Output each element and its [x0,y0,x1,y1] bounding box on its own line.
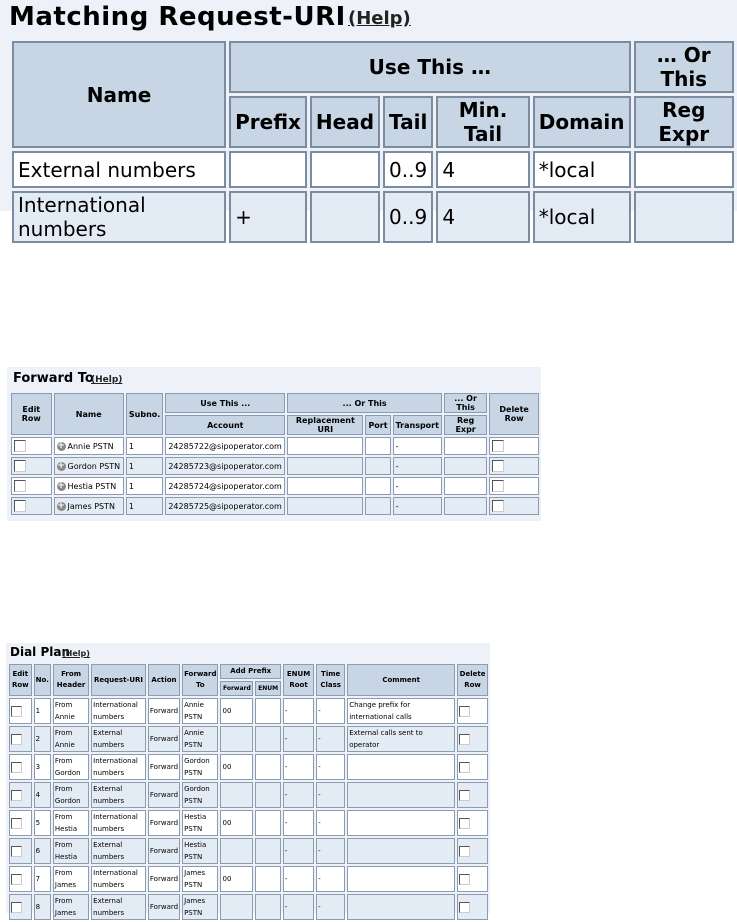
forward-prefix-field[interactable] [220,782,253,808]
action-select[interactable]: Forward [148,838,180,864]
forward-prefix-field[interactable]: 00 [220,866,253,892]
no-field[interactable]: 5 [34,810,51,836]
table-row [9,782,488,808]
col-reg-expr-header: Reg Expr [444,415,487,435]
enum-root-select[interactable]: - [283,838,314,864]
prefix-field[interactable] [229,151,307,188]
name-field[interactable]: External numbers [12,151,226,188]
col-time-class-header: Time Class [316,664,345,696]
delete-row-cell [489,477,539,495]
expand-icon[interactable]: + [57,480,65,491]
col-tail-header: Tail [383,96,433,148]
time-class-select[interactable]: - [316,726,345,752]
matching-request-uri-panel [0,0,737,241]
no-field[interactable]: 1 [34,698,51,724]
delete-row-cell [489,437,539,455]
edit-row-checkbox[interactable] [11,874,22,885]
forward-prefix-field[interactable]: 00 [220,810,253,836]
col-name-header: Name [12,41,226,148]
port-field[interactable] [365,457,390,475]
reg-expr-field[interactable] [444,497,487,515]
table-row [9,894,488,920]
dial-plan-panel [6,643,490,917]
enum-root-select[interactable]: - [283,782,314,808]
forward-prefix-field[interactable] [220,726,253,752]
enum-root-select[interactable]: - [283,726,314,752]
no-field[interactable]: 2 [34,726,51,752]
reg-expr-field[interactable] [444,477,487,495]
edit-row-checkbox[interactable] [11,762,22,773]
enum-root-select[interactable]: - [283,810,314,836]
delete-row-checkbox[interactable] [492,460,504,472]
domain-field[interactable]: *local [533,191,631,243]
forward-to-field[interactable]: Annie PSTN [182,698,218,724]
col-prefix-header: Prefix [229,96,307,148]
dialplan-title: Dial Plan [10,645,71,659]
account-field[interactable]: 24285724@sipoperator.com [165,477,285,495]
enum-root-select[interactable]: - [283,866,314,892]
edit-row-cell [9,782,32,808]
delete-row-cell [457,894,488,920]
col-domain-header: Domain [533,96,631,148]
delete-row-cell [457,782,488,808]
transport-select[interactable]: - [393,437,442,455]
comment-field[interactable] [347,894,455,920]
enum-prefix-field[interactable] [255,866,281,892]
table-row [11,457,539,475]
subno-field[interactable]: 1 [126,457,163,475]
edit-row-checkbox[interactable] [14,460,26,472]
account-field[interactable]: 24285723@sipoperator.com [165,457,285,475]
edit-row-cell [9,894,32,920]
comment-field[interactable]: Change prefix for international calls [347,698,455,724]
replacement-uri-field[interactable] [287,497,363,515]
dialplan-table [7,662,490,922]
col-comment-header: Comment [347,664,455,696]
delete-row-checkbox[interactable] [459,874,470,885]
delete-row-checkbox[interactable] [492,480,504,492]
forward-to-field[interactable]: Gordon PSTN [182,782,218,808]
table-row [11,497,539,515]
forward-prefix-field[interactable]: 00 [220,754,253,780]
request-uri-field[interactable]: International numbers [91,866,146,892]
table-row [12,151,734,188]
request-uri-field[interactable]: External numbers [91,838,146,864]
request-uri-field[interactable]: International numbers [91,698,146,724]
col-action-header: Action [148,664,180,696]
from-header-field[interactable]: From Gordon [53,782,89,808]
col-forward-to-header: Forward To [182,664,218,696]
delete-row-checkbox[interactable] [459,902,470,913]
edit-row-cell [11,457,52,475]
edit-row-checkbox[interactable] [14,480,26,492]
delete-row-cell [457,698,488,724]
comment-field[interactable] [347,810,455,836]
edit-row-cell [9,726,32,752]
table-row [9,838,488,864]
delete-row-checkbox[interactable] [459,790,470,801]
enum-prefix-field[interactable] [255,894,281,920]
forward-prefix-field[interactable] [220,894,253,920]
expand-icon[interactable]: + [57,440,65,451]
port-field[interactable] [365,437,390,455]
forward-to-panel [7,367,541,521]
action-select[interactable]: Forward [148,894,180,920]
forward-to-field[interactable]: Hestia PSTN [182,810,218,836]
time-class-select[interactable]: - [316,838,345,864]
reg-expr-field[interactable] [634,191,734,243]
delete-row-cell [457,754,488,780]
min-tail-field[interactable]: 4 [436,191,529,243]
table-row [9,810,488,836]
action-select[interactable]: Forward [148,782,180,808]
subno-field[interactable]: 1 [126,477,163,495]
enum-root-select[interactable]: - [283,698,314,724]
edit-row-cell [9,698,32,724]
edit-row-cell [9,810,32,836]
domain-field[interactable]: *local [533,151,631,188]
action-select[interactable]: Forward [148,810,180,836]
table-row [9,754,488,780]
request-uri-field[interactable]: External numbers [91,726,146,752]
action-select[interactable]: Forward [148,726,180,752]
or-this-2-header: ... Or This [444,393,487,413]
col-transport-header: Transport [393,415,442,435]
name-cell [54,457,124,475]
port-field[interactable] [365,477,390,495]
forward-prefix-field[interactable] [220,838,253,864]
reg-expr-field[interactable] [444,457,487,475]
comment-field[interactable]: External calls sent to operator [347,726,455,752]
enum-prefix-field[interactable] [255,782,281,808]
delete-row-cell [457,810,488,836]
dialplan-help-link[interactable]: (Help) [62,649,90,658]
time-class-select[interactable]: - [316,782,345,808]
enum-root-select[interactable]: - [283,754,314,780]
delete-row-cell [457,726,488,752]
delete-row-cell [457,866,488,892]
col-enum-root-header: ENUM Root [283,664,314,696]
forward-to-field[interactable]: James PSTN [182,866,218,892]
forward-title: Forward To [13,371,94,386]
or-this-header: … Or This [634,41,734,93]
enum-root-select[interactable]: - [283,894,314,920]
matching-help-link[interactable]: (Help) [348,8,411,29]
edit-row-cell [11,497,52,515]
edit-row-cell [9,866,32,892]
col-request-uri-header: Request-URI [91,664,146,696]
table-row [9,866,488,892]
time-class-select[interactable]: - [316,810,345,836]
col-min-tail-header: Min. Tail [436,96,529,148]
col-enum-header: ENUM [255,681,281,696]
name-link[interactable]: Annie PSTN [67,441,114,451]
edit-row-cell [9,838,32,864]
account-field[interactable]: 24285725@sipoperator.com [165,497,285,515]
transport-select[interactable]: - [393,497,442,515]
request-uri-field[interactable]: International numbers [91,754,146,780]
delete-row-checkbox[interactable] [459,818,470,829]
enum-prefix-field[interactable] [255,810,281,836]
forward-prefix-field[interactable]: 00 [220,698,253,724]
matching-title: Matching Request-URI [9,2,346,32]
from-header-field[interactable]: From Hestia [53,838,89,864]
forward-to-field[interactable]: Gordon PSTN [182,754,218,780]
delete-row-cell [457,838,488,864]
reg-expr-field[interactable] [444,437,487,455]
prefix-field[interactable]: + [229,191,307,243]
no-field[interactable]: 6 [34,838,51,864]
request-uri-field[interactable]: External numbers [91,894,146,920]
subno-field[interactable]: 1 [126,437,163,455]
use-this-header: Use This ... [165,393,285,413]
name-link[interactable]: Gordon PSTN [67,461,121,471]
comment-field[interactable] [347,782,455,808]
comment-field[interactable] [347,838,455,864]
col-no-header: No. [34,664,51,696]
edit-row-checkbox[interactable] [11,818,22,829]
col-forward-header: Forward [220,681,253,696]
min-tail-field[interactable]: 4 [436,151,529,188]
from-header-field[interactable]: From James [53,894,89,920]
delete-row-checkbox[interactable] [459,762,470,773]
col-head-header: Head [310,96,380,148]
delete-row-cell [489,457,539,475]
delete-row-checkbox[interactable] [459,706,470,717]
table-row [12,191,734,243]
enum-prefix-field[interactable] [255,754,281,780]
edit-row-cell [11,477,52,495]
edit-row-cell [9,754,32,780]
no-field[interactable]: 3 [34,754,51,780]
col-name-header: Name [54,393,124,435]
enum-prefix-field[interactable] [255,726,281,752]
delete-row-checkbox[interactable] [492,440,504,452]
time-class-select[interactable]: - [316,894,345,920]
col-delete-row-header: Delete Row [457,664,488,696]
table-row [11,437,539,455]
replacement-uri-field[interactable] [287,437,363,455]
matching-table [9,38,737,246]
expand-icon[interactable]: + [57,460,65,471]
head-field[interactable] [310,151,380,188]
forward-to-field[interactable]: James PSTN [182,894,218,920]
col-port-header: Port [365,415,390,435]
reg-expr-field[interactable] [634,151,734,188]
edit-row-checkbox[interactable] [11,846,22,857]
transport-select[interactable]: - [393,457,442,475]
edit-row-checkbox[interactable] [11,902,22,913]
forward-table [9,391,541,517]
request-uri-field[interactable]: External numbers [91,782,146,808]
table-row [11,477,539,495]
action-select[interactable]: Forward [148,866,180,892]
forward-to-field[interactable]: Annie PSTN [182,726,218,752]
table-row [9,698,488,724]
no-field[interactable]: 7 [34,866,51,892]
delete-row-checkbox[interactable] [492,500,504,512]
col-from-header-header: From Header [53,664,89,696]
enum-prefix-field[interactable] [255,838,281,864]
col-account-header: Account [165,415,285,435]
delete-row-checkbox[interactable] [459,734,470,745]
time-class-select[interactable]: - [316,754,345,780]
from-header-field[interactable]: From Hestia [53,810,89,836]
time-class-select[interactable]: - [316,866,345,892]
replacement-uri-field[interactable] [287,457,363,475]
name-field[interactable]: International numbers [12,191,226,243]
account-field[interactable]: 24285722@sipoperator.com [165,437,285,455]
delete-row-checkbox[interactable] [459,846,470,857]
use-this-header: Use This … [229,41,630,93]
enum-prefix-field[interactable] [255,698,281,724]
comment-field[interactable] [347,754,455,780]
request-uri-field[interactable]: International numbers [91,810,146,836]
name-cell [54,477,124,495]
expand-icon[interactable]: + [57,500,65,511]
transport-select[interactable]: - [393,477,442,495]
from-header-field[interactable]: From Gordon [53,754,89,780]
or-this-header: ... Or This [287,393,442,413]
add-prefix-header: Add Prefix [220,664,280,679]
forward-to-field[interactable]: Hestia PSTN [182,838,218,864]
from-header-field[interactable]: From James [53,866,89,892]
edit-row-checkbox[interactable] [11,706,22,717]
tail-field[interactable]: 0..9 [383,191,433,243]
port-field[interactable] [365,497,390,515]
comment-field[interactable] [347,866,455,892]
col-replacement-uri-header: Replacement URI [287,415,363,435]
forward-help-link[interactable]: (Help) [91,375,123,385]
col-edit-row-header: Edit Row [11,393,52,435]
no-field[interactable]: 8 [34,894,51,920]
name-cell [54,437,124,455]
edit-row-checkbox[interactable] [14,440,26,452]
from-header-field[interactable]: From Annie [53,698,89,724]
edit-row-checkbox[interactable] [14,500,26,512]
head-field[interactable] [310,191,380,243]
col-edit-row-header: Edit Row [9,664,32,696]
delete-row-cell [489,497,539,515]
subno-field[interactable]: 1 [126,497,163,515]
action-select[interactable]: Forward [148,698,180,724]
col-delete-row-header: Delete Row [489,393,539,435]
edit-row-cell [11,437,52,455]
tail-field[interactable]: 0..9 [383,151,433,188]
from-header-field[interactable]: From Annie [53,726,89,752]
action-select[interactable]: Forward [148,754,180,780]
table-row [9,726,488,752]
col-reg-expr-header: Reg Expr [634,96,734,148]
name-link[interactable]: James PSTN [67,501,115,511]
name-cell [54,497,124,515]
edit-row-checkbox[interactable] [11,790,22,801]
replacement-uri-field[interactable] [287,477,363,495]
time-class-select[interactable]: - [316,698,345,724]
edit-row-checkbox[interactable] [11,734,22,745]
col-subno-header: Subno. [126,393,163,435]
no-field[interactable]: 4 [34,782,51,808]
name-link[interactable]: Hestia PSTN [67,481,117,491]
